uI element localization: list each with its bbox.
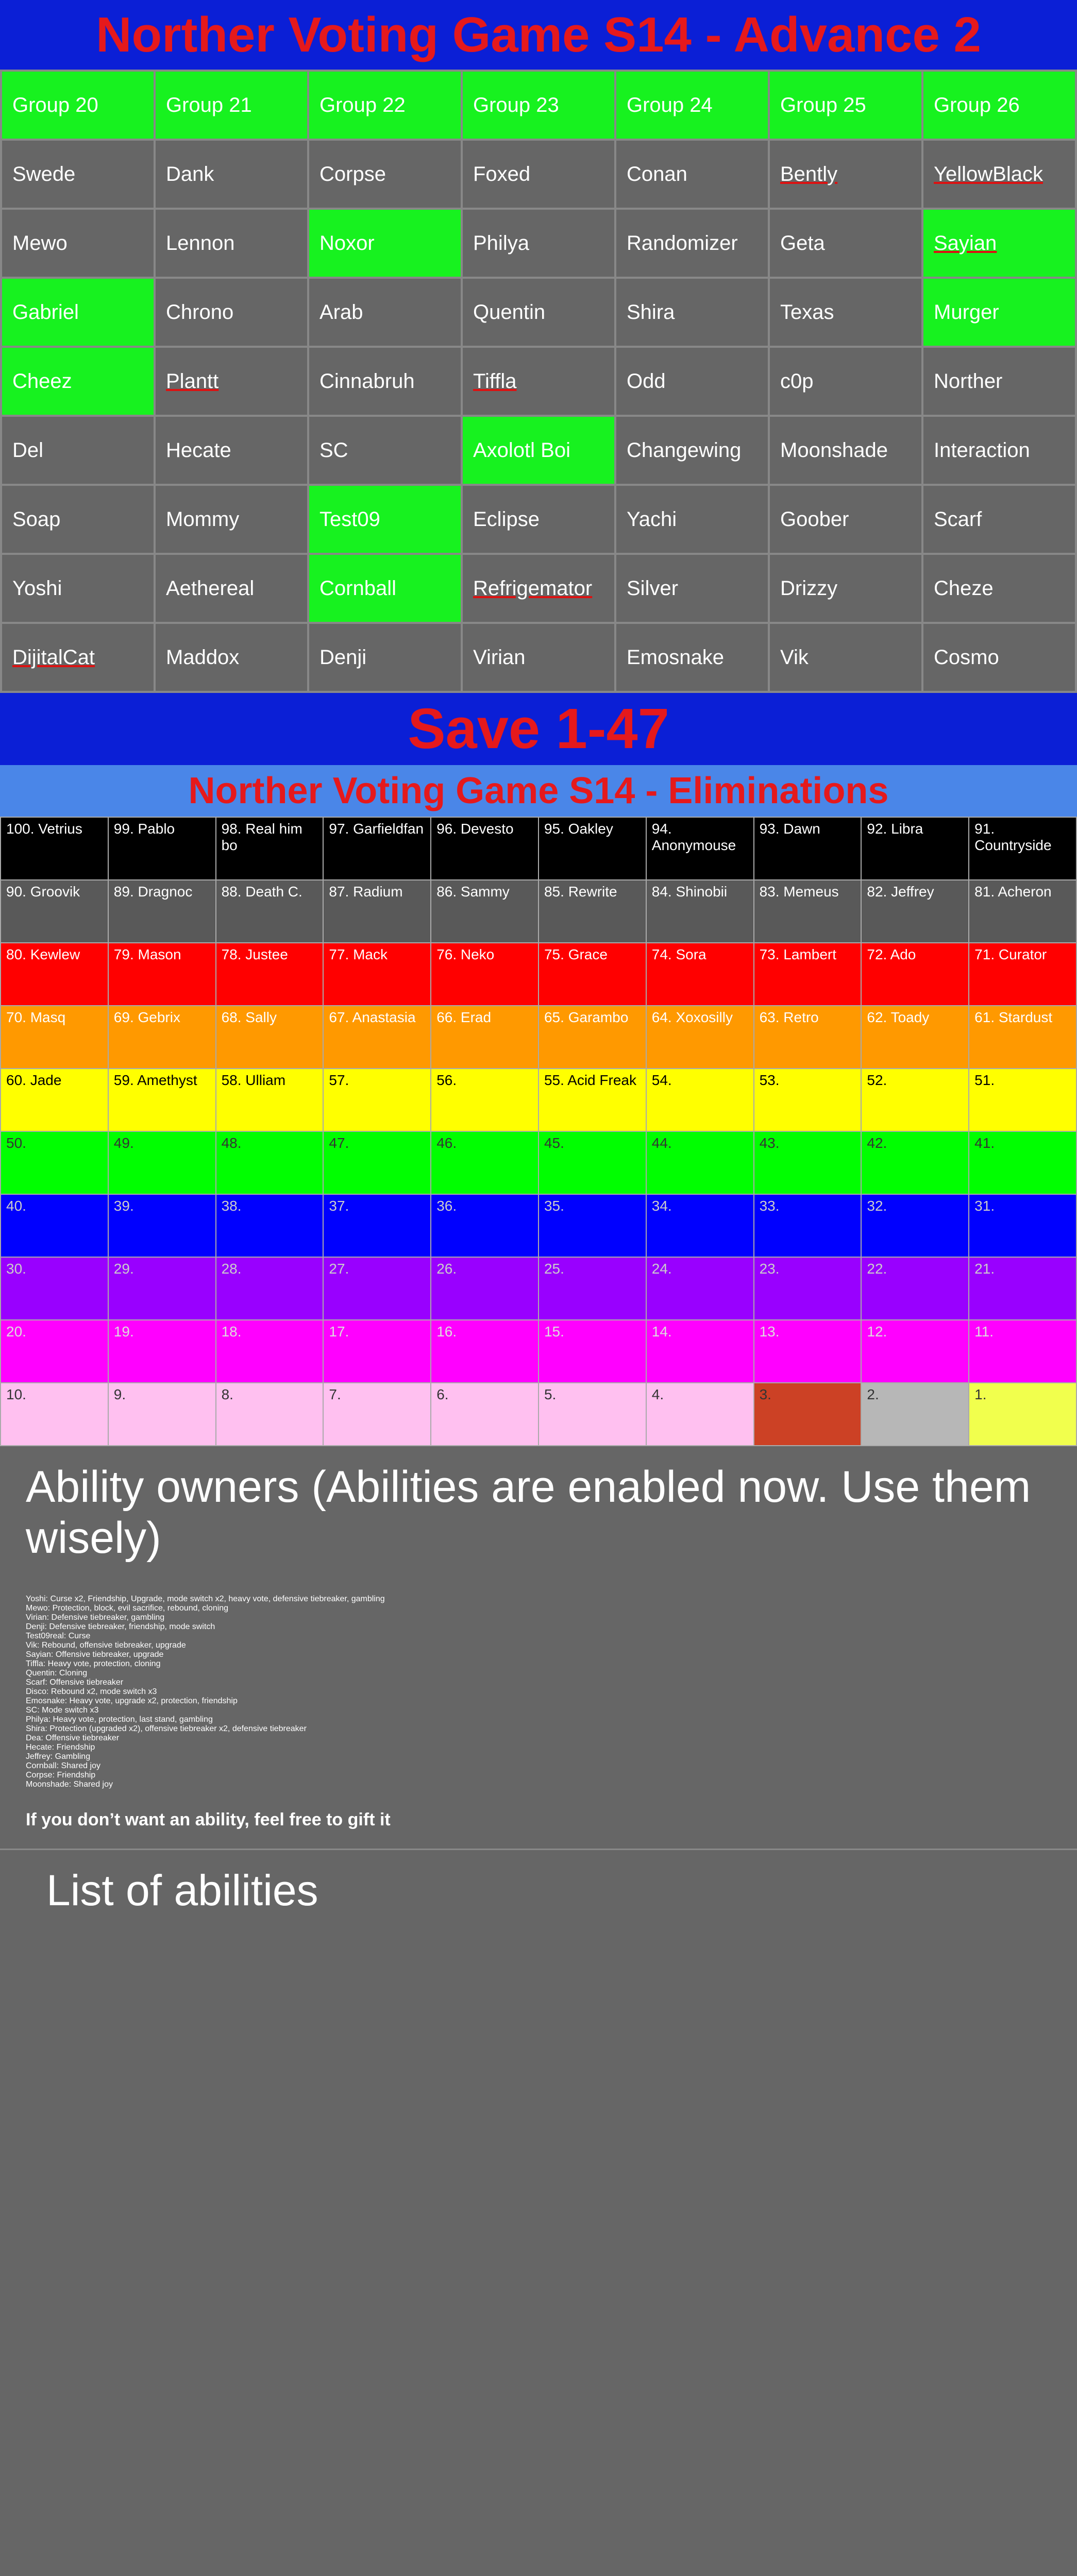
group-member [308,485,462,554]
group-member [922,347,1076,416]
member-name: Axolotl Boi [473,438,570,462]
elim-cell: 64. Xoxosilly [646,1006,754,1069]
member-name: Mommy [166,507,240,531]
elim-cell: 81. Acheron [969,880,1076,943]
group-member [615,140,769,209]
elim-cell: 80. Kewlew [1,943,108,1006]
ability-owner-line: Hecate: Friendship [26,1743,95,1752]
member-name: Texas [780,300,834,324]
ability-owner-line: Cornball: Shared joy [26,1761,100,1770]
member-name: Cinnabruh [319,369,415,393]
group-member [308,278,462,347]
elim-cell: 34. [646,1194,754,1257]
elim-cell: 14. [646,1320,754,1383]
elim-cell: 22. [861,1257,969,1320]
elim-cell: 33. [754,1194,862,1257]
ability-owners-section [0,1462,1077,1830]
elim-cell: 73. Lambert [754,943,862,1006]
member-name: Moonshade [780,438,888,462]
group-member [155,347,308,416]
ability-owner-line: Corpse: Friendship [26,1771,96,1780]
group-member [462,416,615,485]
elim-cell: 6. [431,1383,538,1446]
group-member [462,347,615,416]
elim-cell: 11. [969,1320,1076,1383]
group-member [308,554,462,623]
member-name: Soap [12,507,61,531]
member-name: c0p [780,369,814,393]
member-name: Cheze [934,577,994,600]
member-name: Cornball [319,577,396,600]
group-member [769,554,922,623]
group-member [615,554,769,623]
elim-cell: 57. [323,1069,431,1131]
group-member [1,623,155,692]
group-member [922,278,1076,347]
elim-cell: 61. Stardust [969,1006,1076,1069]
elim-cell: 59. Amethyst [108,1069,216,1131]
group-member [462,623,615,692]
ability-owner-line: Scarf: Offensive tiebreaker [26,1678,124,1687]
elim-cell: 23. [754,1257,862,1320]
ability-owner-line: Philya: Heavy vote, protection, last stand, gambling [26,1715,213,1724]
group-header-row [1,71,1076,140]
group-row [1,278,1076,347]
elim-row [1,1194,1076,1257]
group-member [1,347,155,416]
group-row [1,416,1076,485]
elim-row [1,817,1076,880]
member-name: YellowBlack [934,162,1043,185]
group-header: Group 20 [1,71,155,140]
member-name: Geta [780,231,825,255]
member-name: Maddox [166,646,240,669]
gift-note: If you don’t want an ability, feel free to gift it [26,1810,391,1829]
elim-cell: 5. [538,1383,646,1446]
elim-cell: 26. [431,1257,538,1320]
elim-cell: 8. [216,1383,324,1446]
elim-cell: 29. [108,1257,216,1320]
group-member [922,416,1076,485]
elim-cell: 56. [431,1069,538,1131]
group-header: Group 24 [615,71,769,140]
ability-owner-line: Disco: Rebound x2, mode switch x3 [26,1687,157,1696]
group-member [1,140,155,209]
elim-cell: 85. Rewrite [538,880,646,943]
elim-cell: 82. Jeffrey [861,880,969,943]
member-name: Bently [780,162,838,185]
group-member [769,623,922,692]
elim-cell: 21. [969,1257,1076,1320]
ability-owner-line: Jeffrey: Gambling [26,1752,91,1761]
ability-list-section [0,1849,1077,1916]
ability-owner-line: SC: Mode switch x3 [26,1706,99,1715]
elim-cell: 39. [108,1194,216,1257]
elim-row [1,1131,1076,1194]
member-name: Del [12,438,44,462]
elim-cell: 49. [108,1131,216,1194]
group-member [769,485,922,554]
group-member [308,416,462,485]
elim-cell: 86. Sammy [431,880,538,943]
ability-owner-line: Emosnake: Heavy vote, upgrade x2, protection, friendship [26,1697,238,1705]
ability-owner-line: Denji: Defensive tiebreaker, friendship, mode switch [26,1622,215,1631]
ability-owners-list [26,1595,1051,1789]
group-member [615,416,769,485]
elim-cell: 68. Sally [216,1006,324,1069]
elim-cell: 83. Memeus [754,880,862,943]
member-name: SC [319,438,348,462]
group-member [615,347,769,416]
ability-owner-line: Test09real: Curse [26,1632,91,1640]
member-name: Silver [627,577,679,600]
member-name: Lennon [166,231,235,255]
group-member [308,209,462,278]
elim-cell: 67. Anastasia [323,1006,431,1069]
elim-cell: 43. [754,1131,862,1194]
member-name: Vik [780,646,809,669]
elim-cell: 52. [861,1069,969,1131]
group-member [462,140,615,209]
member-name: DijitalCat [12,646,95,669]
member-name: Sayian [934,231,997,255]
elim-cell: 38. [216,1194,324,1257]
member-name: Hecate [166,438,231,462]
elim-cell: 75. Grace [538,943,646,1006]
member-name: Corpse [319,162,386,185]
ability-owner-line: Sayian: Offensive tiebreaker, upgrade [26,1650,164,1659]
ability-owner-line: Vik: Rebound, offensive tiebreaker, upgrade [26,1641,186,1650]
eliminations-title [0,765,1077,817]
elim-cell: 40. [1,1194,108,1257]
member-name: Arab [319,300,363,324]
elim-cell: 4. [646,1383,754,1446]
group-header: Group 26 [922,71,1076,140]
elim-cell: 20. [1,1320,108,1383]
elim-cell: 18. [216,1320,324,1383]
elim-cell: 78. Justee [216,943,324,1006]
elim-cell: 89. Dragnoc [108,880,216,943]
group-member [155,209,308,278]
group-member [615,209,769,278]
elim-row [1,1069,1076,1131]
elim-cell: 54. [646,1069,754,1131]
eliminations-table [0,817,1077,1446]
member-name: Gabriel [12,300,79,324]
elim-cell: 60. Jade [1,1069,108,1131]
group-member [308,623,462,692]
member-name: Yoshi [12,577,62,600]
elim-cell: 84. Shinobii [646,880,754,943]
group-row [1,209,1076,278]
group-row [1,485,1076,554]
member-name: Cheez [12,369,72,393]
group-member [155,278,308,347]
elim-cell: 65. Garambo [538,1006,646,1069]
member-name: Refrigemator [473,577,593,600]
group-member [462,209,615,278]
member-name: Changewing [627,438,742,462]
elim-cell: 93. Dawn [754,817,862,880]
elim-cell: 79. Mason [108,943,216,1006]
elim-cell: 94. Anonymouse [646,817,754,880]
ability-list-title: List of abilities [46,1866,318,1914]
ability-owner-line: Shira: Protection (upgraded x2), offensive tiebreaker x2, defensive tiebreaker [26,1724,307,1733]
elim-cell: 19. [108,1320,216,1383]
member-name: Goober [780,507,849,531]
save-banner [0,693,1077,765]
elim-cell: 36. [431,1194,538,1257]
elim-cell: 24. [646,1257,754,1320]
elim-cell: 99. Pablo [108,817,216,880]
elim-cell: 41. [969,1131,1076,1194]
elim-cell: 25. [538,1257,646,1320]
member-name: Shira [627,300,675,324]
member-name: Foxed [473,162,531,185]
elim-cell: 98. Real him bo [216,817,324,880]
group-member [769,209,922,278]
group-member [922,485,1076,554]
ability-owners-title: Ability owners (Abilities are enabled now. Use them wisely) [26,1462,1031,1563]
member-name: Virian [473,646,526,669]
elim-cell: 63. Retro [754,1006,862,1069]
group-member [155,485,308,554]
elim-cell: 53. [754,1069,862,1131]
elim-cell: 44. [646,1131,754,1194]
member-name: Swede [12,162,76,185]
ability-owner-line: Mewo: Protection, block, evil sacrifice, rebound, cloning [26,1604,229,1613]
elim-cell: 47. [323,1131,431,1194]
ability-owner-line: Dea: Offensive tiebreaker [26,1734,120,1742]
member-name: Tiffla [473,369,517,393]
group-member [155,623,308,692]
elim-cell: 62. Toady [861,1006,969,1069]
group-row [1,140,1076,209]
member-name: Interaction [934,438,1030,462]
ability-owner-line: Tiffla: Heavy vote, protection, cloning [26,1659,161,1668]
group-row [1,347,1076,416]
member-name: Aethereal [166,577,255,600]
group-member [1,278,155,347]
group-member [308,347,462,416]
elim-row [1,1257,1076,1320]
member-name: Randomizer [627,231,738,255]
elim-cell: 88. Death C. [216,880,324,943]
member-name: Noxor [319,231,375,255]
save-banner-text: Save 1-47 [408,697,669,760]
elim-row [1,943,1076,1006]
elim-cell: 27. [323,1257,431,1320]
elim-cell: 1. [969,1383,1076,1446]
ability-owner-line: Quentin: Cloning [26,1669,88,1677]
groups-table [0,70,1077,693]
elim-cell: 15. [538,1320,646,1383]
elim-cell: 50. [1,1131,108,1194]
member-name: Philya [473,231,529,255]
elim-cell: 32. [861,1194,969,1257]
elim-cell: 77. Mack [323,943,431,1006]
elim-cell: 37. [323,1194,431,1257]
group-member [922,623,1076,692]
elim-cell: 66. Erad [431,1006,538,1069]
elim-cell: 70. Masq [1,1006,108,1069]
group-header: Group 22 [308,71,462,140]
member-name: Drizzy [780,577,838,600]
group-row [1,623,1076,692]
elim-cell: 35. [538,1194,646,1257]
group-member [1,485,155,554]
group-member [462,554,615,623]
elim-cell: 17. [323,1320,431,1383]
member-name: Quentin [473,300,546,324]
elim-cell: 96. Devesto [431,817,538,880]
group-header: Group 23 [462,71,615,140]
group-member [462,278,615,347]
member-name: Denji [319,646,367,669]
elim-cell: 92. Libra [861,817,969,880]
group-member [922,140,1076,209]
ability-owner-line: Virian: Defensive tiebreaker, gambling [26,1613,165,1622]
elim-cell: 91. Countryside [969,817,1076,880]
elim-cell: 51. [969,1069,1076,1131]
group-row [1,554,1076,623]
elim-row [1,1006,1076,1069]
elim-cell: 42. [861,1131,969,1194]
elim-cell: 31. [969,1194,1076,1257]
group-member [462,485,615,554]
member-name: Murger [934,300,999,324]
elim-cell: 30. [1,1257,108,1320]
group-member [155,140,308,209]
elim-cell: 2. [861,1383,969,1446]
group-member [769,347,922,416]
elim-cell: 7. [323,1383,431,1446]
elim-cell: 74. Sora [646,943,754,1006]
member-name: Cosmo [934,646,999,669]
group-member [308,140,462,209]
elim-cell: 48. [216,1131,324,1194]
elim-cell: 10. [1,1383,108,1446]
elim-cell: 71. Curator [969,943,1076,1006]
elim-cell: 46. [431,1131,538,1194]
elim-row [1,1320,1076,1383]
group-member [615,278,769,347]
elim-cell: 87. Radium [323,880,431,943]
elim-row [1,880,1076,943]
ability-owner-line: Moonshade: Shared joy [26,1780,113,1789]
group-member [615,485,769,554]
elim-cell: 97. Garfieldfan [323,817,431,880]
member-name: Chrono [166,300,234,324]
elim-cell: 55. Acid Freak [538,1069,646,1131]
group-member [615,623,769,692]
group-header: Group 25 [769,71,922,140]
elim-cell: 76. Neko [431,943,538,1006]
elim-cell: 58. Ulliam [216,1069,324,1131]
elim-cell: 69. Gebrix [108,1006,216,1069]
member-name: Dank [166,162,214,185]
member-name: Odd [627,369,666,393]
group-member [1,209,155,278]
elim-cell: 90. Groovik [1,880,108,943]
group-member [155,416,308,485]
elim-cell: 95. Oakley [538,817,646,880]
group-member [922,209,1076,278]
elim-cell: 28. [216,1257,324,1320]
member-name: Eclipse [473,507,540,531]
elim-row [1,1383,1076,1446]
elim-cell: 13. [754,1320,862,1383]
elim-cell: 72. Ado [861,943,969,1006]
page-title-text: Norther Voting Game S14 - Advance 2 [96,7,981,62]
group-member [769,416,922,485]
member-name: Norther [934,369,1003,393]
member-name: Test09 [319,507,380,531]
group-member [769,140,922,209]
group-member [922,554,1076,623]
page-title [0,0,1077,70]
member-name: Mewo [12,231,68,255]
member-name: Scarf [934,507,982,531]
group-member [1,416,155,485]
elim-cell: 16. [431,1320,538,1383]
elim-cell: 3. [754,1383,862,1446]
member-name: Yachi [627,507,677,531]
group-member [1,554,155,623]
member-name: Plantt [166,369,219,393]
ability-owner-line: Yoshi: Curse x2, Friendship, Upgrade, mode switch x2, heavy vote, defensive tiebreaker, gambling [26,1595,385,1603]
group-member [155,554,308,623]
member-name: Emosnake [627,646,724,669]
member-name: Conan [627,162,687,185]
eliminations-title-text: Norther Voting Game S14 - Eliminations [188,770,889,811]
group-member [769,278,922,347]
elim-cell: 45. [538,1131,646,1194]
group-header: Group 21 [155,71,308,140]
elim-cell: 12. [861,1320,969,1383]
elim-cell: 9. [108,1383,216,1446]
elim-cell: 100. Vetrius [1,817,108,880]
